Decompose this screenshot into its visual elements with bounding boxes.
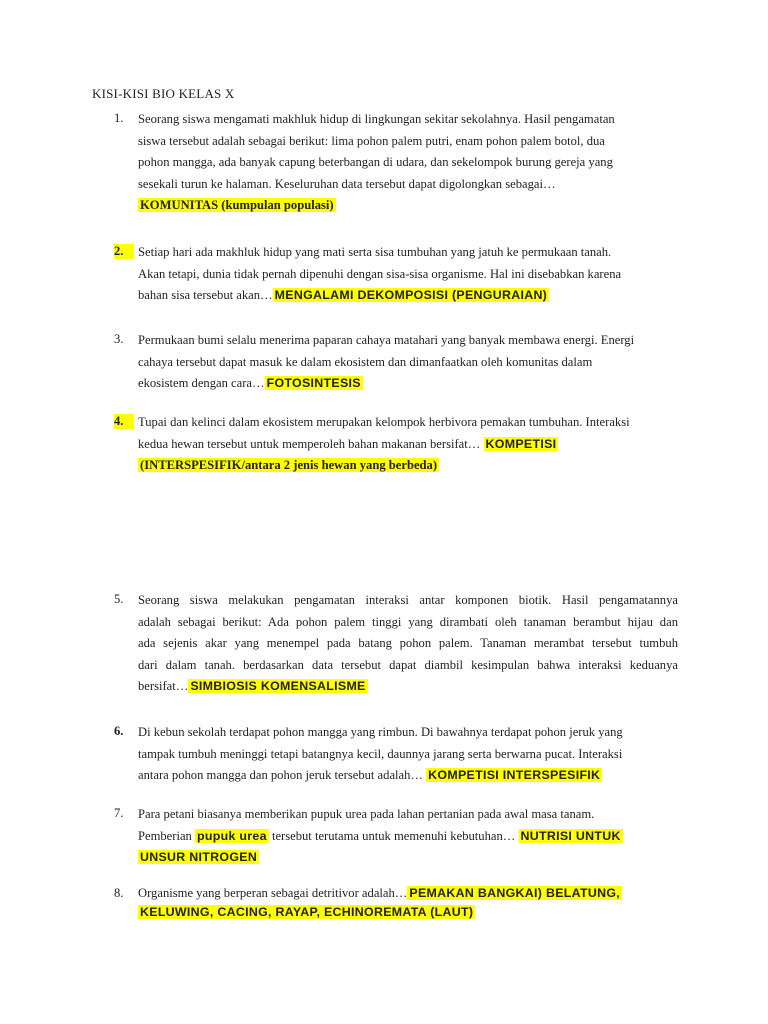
question-number: 6. <box>114 724 124 738</box>
text-line: Seorang siswa melakukan pengamatan interaksi antar komponen biotik. Hasil pengamatannya <box>138 593 678 607</box>
page-title: KISI-KISI BIO KELAS X <box>92 86 235 101</box>
text-line: Setiap hari ada makhluk hidup yang mati serta sisa tumbuhan yang jatuh ke permukaan tanah. <box>138 245 612 259</box>
answer-line <box>138 373 678 395</box>
text-line: tampak tumbuh meninggi tetapi batangnya kecil, daunnya jarang serta berwarna pucat. Interaksi <box>138 746 623 761</box>
question-number: 8. <box>114 886 124 900</box>
question-number: 5. <box>114 592 124 606</box>
text-line: siswa tersebut adalah sebagai berikut: lima pohon palem putri, enam pohon palem botol, dua <box>138 133 605 148</box>
answer-line <box>138 434 678 456</box>
text-prefix: Organisme yang berperan sebagai detritivor adalah… <box>138 886 408 900</box>
answer-line <box>138 285 678 307</box>
answer-line <box>138 676 678 698</box>
answer-highlight: KELUWING, CACING, RAYAP, ECHINOREMATA (LAUT) <box>140 905 474 919</box>
answer-highlight: FOTOSINTESIS <box>266 376 361 390</box>
answer-line <box>138 826 678 848</box>
question-text <box>138 590 678 698</box>
question-number: 3. <box>114 332 124 346</box>
answer-highlight: KOMUNITAS (kumpulan populasi) <box>140 198 334 212</box>
answer-line <box>138 195 678 217</box>
answer-line <box>138 903 678 922</box>
question-number: 1. <box>114 111 124 125</box>
question-number: 2. <box>114 244 134 259</box>
question-number: 7. <box>114 806 124 820</box>
question-text <box>138 242 678 307</box>
text-line: Para petani biasanya memberikan pupuk urea pada lahan pertanian pada awal masa tanam. <box>138 807 595 821</box>
answer-line <box>138 765 678 787</box>
text-line: Permukaan bumi selalu menerima paparan cahaya matahari yang banyak membawa energi. Energi <box>138 333 635 347</box>
answer-highlight: PEMAKAN BANGKAI) BELATUNG, <box>409 886 621 900</box>
text-line: Tupai dan kelinci dalam ekosistem merupakan kelompok herbivora pemakan tumbuhan. Interaksi <box>138 415 630 429</box>
answer-highlight: UNSUR NITROGEN <box>140 850 258 864</box>
text-prefix: bahan sisa tersebut akan… <box>138 288 273 302</box>
text-prefix: antara pohon mangga dan pohon jeruk tersebut adalah… <box>138 768 427 782</box>
text-line: ada sejenis akar yang menempel pada batang pohon palem. Tanaman merambat tersebut tumbuh <box>138 636 678 650</box>
inline-highlight: pupuk urea <box>197 828 267 843</box>
question-text <box>138 804 678 869</box>
answer-line <box>138 847 678 869</box>
text-prefix: kedua hewan tersebut untuk memperoleh bahan makanan bersifat… <box>138 436 484 451</box>
text-line: Di kebun sekolah terdapat pohon mangga yang rimbun. Di bawahnya terdapat pohon jeruk yang <box>138 725 623 739</box>
answer-highlight: MENGALAMI DEKOMPOSISI (PENGURAIAN) <box>274 288 548 302</box>
text-line: cahaya tersebut dapat masuk ke dalam ekosistem dan dimanfaatkan oleh komunitas dalam <box>138 354 593 369</box>
answer-highlight: SIMBIOSIS KOMENSALISME <box>190 679 366 693</box>
answer-highlight: NUTRISI UNTUK <box>520 828 621 843</box>
text-line: Seorang siswa mengamati makhluk hidup di lingkungan sekitar sekolahnya. Hasil pengamatan <box>138 112 615 126</box>
text-line: sesekali turun ke halaman. Keseluruhan data tersebut dapat digolongkan sebagai… <box>138 176 556 191</box>
text-prefix: bersifat… <box>138 679 189 693</box>
text-suffix: tersebut terutama untuk memenuhi kebutuhan… <box>268 828 519 843</box>
answer-line <box>138 455 678 477</box>
answer-highlight: KOMPETISI INTERSPESIFIK <box>428 768 601 782</box>
answer-highlight: (INTERSPESIFIK/antara 2 jenis hewan yang berbeda) <box>140 458 438 472</box>
answer-line <box>138 884 678 903</box>
text-line: adalah sebagai berikut: Ada pohon palem tinggi yang dirambati oleh tanaman berambut hijau dan <box>138 614 678 629</box>
text-prefix: ekosistem dengan cara… <box>138 376 265 390</box>
question-text <box>138 330 678 395</box>
question-text <box>138 884 678 922</box>
question-text <box>138 109 678 217</box>
text-line: pohon mangga, ada banyak capung beterbangan di udara, dan sekelompok burung gereja yang <box>138 155 613 169</box>
answer-highlight: KOMPETISI <box>485 436 557 451</box>
text-line: dari dalam tanah. berdasarkan data tersebut dapat diambil kesimpulan bahwa interaksi keduanya <box>138 657 678 672</box>
question-number: 4. <box>114 414 134 429</box>
question-text <box>138 722 678 787</box>
question-text <box>138 412 678 477</box>
text-prefix: Pemberian <box>138 828 196 843</box>
text-line: Akan tetapi, dunia tidak pernah dipenuhi dengan sisa-sisa organisme. Hal ini disebabkan karena <box>138 266 622 281</box>
